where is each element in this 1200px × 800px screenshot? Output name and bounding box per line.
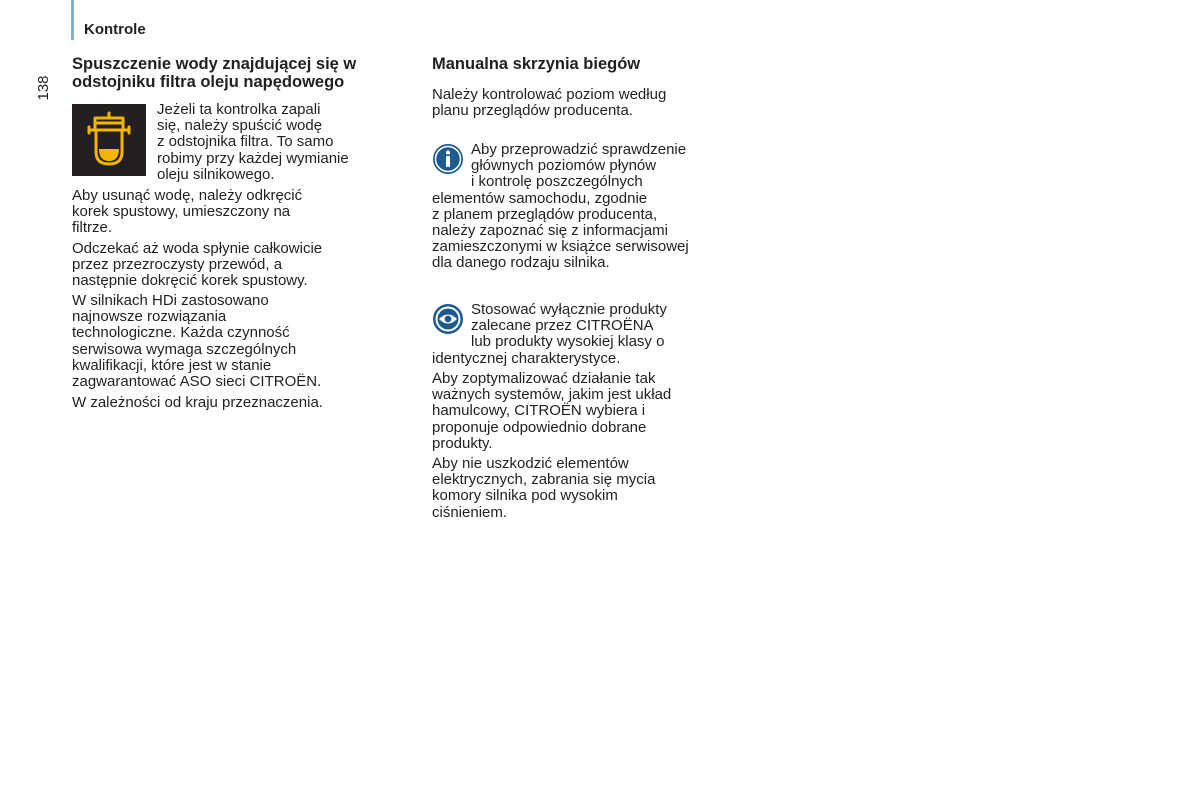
paragraph-hdi — [72, 293, 321, 390]
right-heading: Manualna skrzynia biegów — [432, 55, 641, 73]
text-line: zagwarantować ASO sieci CITROËN. — [72, 373, 322, 391]
text-line: proponuje odpowiednio dobrane — [432, 418, 647, 436]
text-line: najnowsze rozwiązania — [72, 308, 227, 326]
text-line: się, należy spuścić wodę — [157, 117, 323, 135]
text-line: zalecane przez CITROËNA — [471, 317, 654, 335]
info-note — [432, 142, 689, 272]
text-line: należy zapoznać się z informacjami — [432, 222, 668, 240]
header-accent-rule — [71, 0, 74, 40]
icon-description — [157, 102, 349, 183]
left-heading — [72, 55, 356, 91]
text-line: Aby zoptymalizować działanie tak — [432, 370, 656, 387]
text-line: Odczekać aż woda spłynie całkowicie — [72, 240, 323, 257]
text-line: hamulcowy, CITROËN wybiera i — [432, 402, 646, 420]
text-line: kwalifikacji, które jest w stanie — [72, 356, 272, 374]
text-line: Stosować wyłącznie produkty — [471, 301, 667, 318]
left-heading-line: odstojniku filtra oleju napędowego — [72, 73, 345, 91]
text-line: komory silnika pod wysokim — [432, 487, 618, 505]
text-line: identycznej charakterystyce. — [432, 349, 621, 367]
text-line: elementów samochodu, zgodnie — [432, 189, 648, 207]
text-line: filtrze. — [72, 219, 113, 237]
text-line: W silnikach HDi zastosowano — [72, 292, 269, 309]
section-label: Kontrole — [84, 21, 146, 38]
text-line: planu przeglądów producenta. — [432, 102, 633, 120]
text-line: oleju silnikowego. — [157, 165, 275, 183]
text-line: technologiczne. Każda czynność — [72, 324, 290, 342]
text-line: głównych poziomów płynów — [471, 157, 657, 175]
text-line: i kontrolę poszczególnych — [471, 173, 643, 191]
text-line: z odstojnika filtra. To samo — [157, 133, 334, 151]
paragraph-drain — [72, 188, 302, 237]
text-line: ważnych systemów, jakim jest układ — [432, 386, 672, 404]
paragraph-country — [72, 395, 323, 411]
text-line: produkty. — [432, 434, 493, 452]
text-line: Aby usunąć wodę, należy odkręcić — [72, 187, 303, 204]
page-number: 138 — [35, 75, 52, 101]
text-line: korek spustowy, umieszczony na — [72, 203, 291, 221]
text-line: dla danego rodzaju silnika. — [432, 254, 610, 272]
paragraph-optimize — [432, 371, 671, 452]
left-heading-line: Spuszczenie wody znajdującej się w — [72, 55, 357, 73]
fuel-filter-water-warning-icon — [72, 104, 146, 176]
text-line: następnie dokręcić korek spustowy. — [72, 272, 308, 290]
eye-note — [432, 302, 667, 367]
text-line: z planem przeglądów producenta, — [432, 205, 658, 223]
paragraph-wait — [72, 241, 322, 290]
text-line: zamieszczonymi w książce serwisowej — [432, 238, 689, 256]
text-line: lub produkty wysokiej klasy o — [471, 333, 665, 351]
text-line: przez przezroczysty przewód, a — [72, 256, 283, 274]
text-line: Jeżeli ta kontrolka zapali — [157, 101, 321, 118]
paragraph-intro — [432, 87, 666, 119]
text-line: Należy kontrolować poziom według — [432, 86, 667, 103]
text-line: W zależności od kraju przeznaczenia. — [72, 394, 323, 411]
text-line: ciśnieniem. — [432, 503, 508, 521]
text-line: Aby przeprowadzić sprawdzenie — [471, 141, 687, 158]
text-line: Aby nie uszkodzić elementów — [432, 455, 629, 472]
text-line: elektrycznych, zabrania się mycia — [432, 471, 656, 489]
text-line: robimy przy każdej wymianie — [157, 149, 349, 167]
text-line: serwisowa wymaga szczególnych — [72, 340, 297, 358]
paragraph-wash — [432, 456, 655, 521]
